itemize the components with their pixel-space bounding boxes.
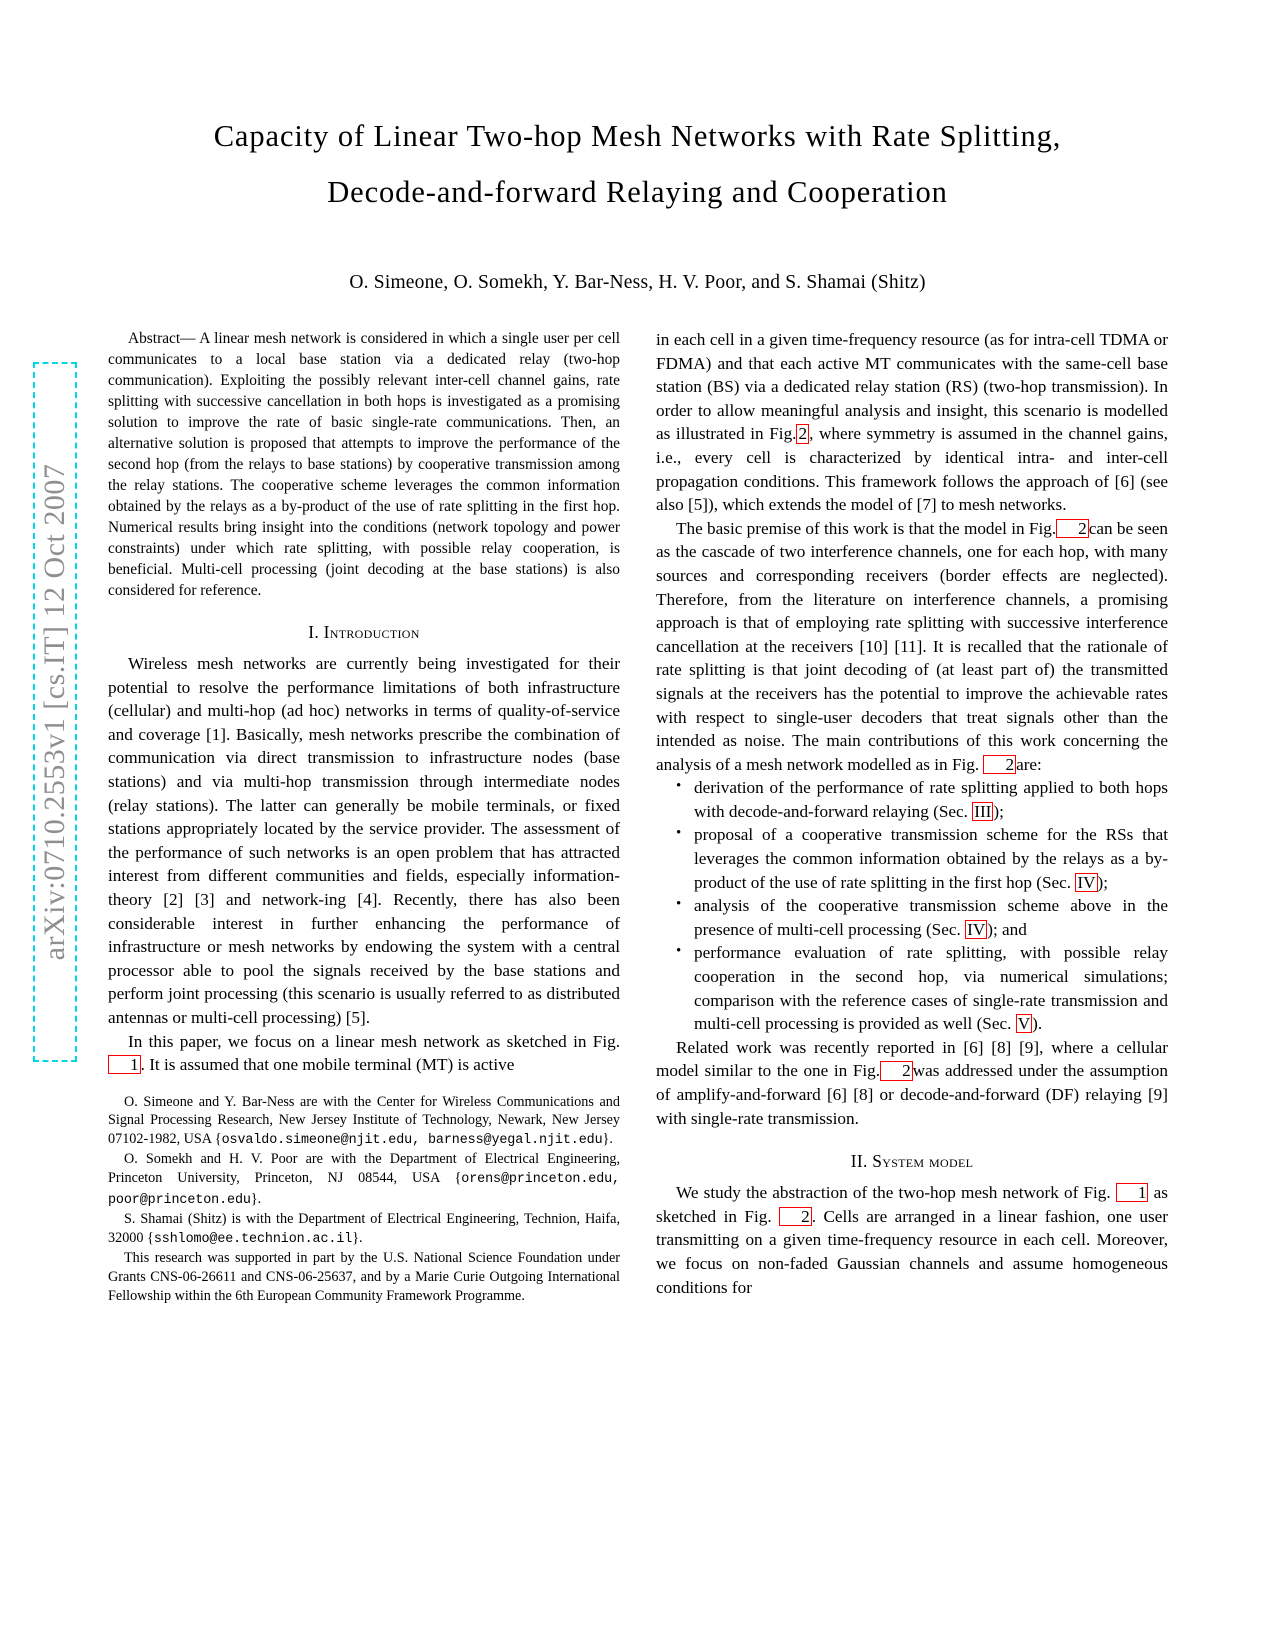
section-ref-link-iii[interactable]: III — [974, 801, 992, 821]
contribution-3-text-b: ); and — [987, 919, 1027, 939]
list-item — [694, 894, 1168, 941]
intro-p4-part-c: are: — [1016, 754, 1042, 774]
abstract-text: A linear mesh network is considered in which a single user per cell communicates to a local base station via a dedicated relay (two-hop communication). Exploiting the possibly relevant inter-cell channel gains, rate splitting with successive cancellation in both hops is investigated as a promising solution to improve the rate of basic single-rate communications. Then, an alternative solution is proposed that attempts to improve the performance of the second hop (from the relays to base stations) by cooperative transmission among the relay stations. The cooperative scheme leverages the common information obtained by the relays as a by-product of the use of rate splitting in the first hop. Numerical results bring insight into the conditions (network topology and power constraints) under which rate splitting, with possible relay cooperation, is beneficial. Multi-cell processing (joint decoding at the base stations) is also considered for reference. — [108, 330, 620, 599]
contribution-2-text-b: ); — [1097, 872, 1109, 892]
section-ref-link-iv-b[interactable]: IV — [967, 919, 986, 939]
title-block — [110, 108, 1165, 294]
title-line-1: Capacity of Linear Two-hop Mesh Networks with Rate Splitting, — [213, 119, 1062, 153]
figure-ref-link-1[interactable]: 1 — [108, 1055, 141, 1074]
figure-ref-link-5[interactable]: 2 — [880, 1061, 913, 1080]
contributions-list — [656, 776, 1168, 1036]
section-name: Introduction — [323, 622, 420, 642]
arxiv-stamp-text: arXiv:0710.2553v1 [cs.IT] 12 Oct 2007 — [38, 463, 71, 961]
contribution-1-text-a: derivation of the performance of rate splitting applied to both hops with decode-and-forward relaying (Sec. — [694, 778, 1168, 821]
section-name: System model — [872, 1151, 974, 1172]
section-ref-link-v[interactable]: V — [1017, 1014, 1031, 1034]
intro-p3-part-b: , where symmetry is assumed in the channel gains, i.e., every cell is characterized by identical intra- and inter-cell propagation conditions. This framework follows the approach of [6] (see also [5]), which extends the model of [7] to mesh networks. — [656, 424, 1168, 515]
left-column — [108, 328, 620, 1518]
figure-ref-link-3[interactable]: 2 — [1056, 519, 1089, 538]
abstract-paragraph — [108, 328, 620, 601]
footnote-3-text-a: S. Shamai (Shitz) is with the Department of Electrical Engineering, Technion, Haifa, 32000 { — [108, 1211, 620, 1246]
footnote-block — [108, 1093, 620, 1306]
figure-ref-link-6[interactable]: 1 — [1116, 1183, 1149, 1202]
page-title — [110, 108, 1165, 220]
footnote-funding: This research was supported in part by the U.S. National Science Foundation under Grants CNS-06-26611 and CNS-06-25637, and by a Marie Curie Outgoing International Fellowship within the 6th European Community Framework Programme. — [108, 1250, 620, 1304]
abstract-label: Abstract— — [128, 330, 196, 347]
footnote-1-emails: osvaldo.simeone@njit.edu, barness@yegal.njit.edu — [221, 1132, 603, 1148]
footnote-2-text-b: }. — [250, 1190, 262, 1207]
footnote-2-emails: orens@princeton.edu, poor@princeton.edu — [108, 1172, 620, 1208]
intro-paragraph-1: Wireless mesh networks are currently being investigated for their potential to resolve the performance limitations of both infrastructure (cellular) and multi-hop (ad hoc) networks in terms of quality-of-service and coverage [1]. Basically, mesh networks prescribe the combination of communication via direct transmission to infrastructure nodes (base stations) and via multi-hop transmission through intermediate nodes (relay stations). The latter can generally be mobile terminals, or fixed stations appropriately located by the service provider. The assessment of the performance of such networks is an open problem that has attracted interest from different communities and fields, especially information-theory [2] [3] and network-ing [4]. Recently, there has also been considerable interest in further enhancing the performance of infrastructure or mesh networks by endowing the system with a central processor able to pool the signals received by the base stations and perform joint processing (this scenario is usually referred to as distributed antennas or multi-cell processing) [5]. — [108, 654, 620, 1027]
section-heading-introduction — [108, 622, 620, 643]
footnote-3-emails: sshlomo@ee.technion.ac.il — [153, 1231, 353, 1247]
section-ref-link-iv-a[interactable]: IV — [1077, 872, 1096, 892]
footnote-3-text-b: }. — [352, 1229, 363, 1246]
footnote-1-text-b: }. — [602, 1130, 613, 1147]
contribution-1-text-b: ); — [993, 801, 1004, 821]
figure-ref-link-2[interactable]: 2 — [798, 424, 808, 444]
system-model-text-a: We study the abstraction of the two-hop mesh network of Fig. — [676, 1183, 1111, 1203]
footnote-affiliation-technion — [108, 1210, 620, 1249]
system-model-text-b: as sketched in Fig. — [656, 1183, 1168, 1226]
right-column — [656, 328, 1168, 1518]
intro-p4-part-b: can be seen as the cascade of two interference channels, one for each hop, with many sources and corresponding receivers (border effects are neglected). Therefore, from the literature on interference channels, a promising approach is that of employing rate splitting with successive interference cancellation at the receivers [10] [11]. It is recalled that the rationale of rate splitting is that joint decoding of (at least part of) the transmitted signals at the receivers has the potential to improve the achievable rates with respect to single-user decoders that treat signals other than the intended as noise. The main contributions of this work concerning the analysis of a mesh network modelled as in Fig. — [656, 518, 1168, 774]
intro-paragraph-3 — [656, 328, 1168, 517]
footnote-affiliation-princeton — [108, 1150, 620, 1210]
contribution-4-text-a: performance evaluation of rate splitting, with possible relay cooperation in the second hop, via numerical simulations; comparison with the reference cases of single-rate transmission and multi-cell processing is provided as well (Sec. — [694, 943, 1168, 1034]
footnote-affiliation-njit — [108, 1093, 620, 1151]
intro-p2-part-a: In this paper, we focus on a linear mesh network as sketched in Fig. — [128, 1031, 620, 1051]
related-work-text-b: was addressed under the assumption of amplify-and-forward [6] [8] or decode-and-forward (DF) relaying [9] with single-rate transmission. — [656, 1061, 1168, 1128]
system-model-text-c: . Cells are arranged in a linear fashion, one user transmitting on a given time-frequency resource in each cell. Moreover, we focus on non-faded Gaussian channels and assume homogeneous conditions for — [656, 1206, 1168, 1297]
list-item — [694, 941, 1168, 1035]
list-item — [694, 823, 1168, 894]
footnote-1-text-a: O. Simeone and Y. Bar-Ness are with the Center for Wireless Communications and Signal Processing Research, New Jersey Institute of Technology, Newark, New Jersey 07102-1982, USA { — [108, 1093, 620, 1147]
section-number: I. — [308, 622, 320, 642]
related-work-paragraph — [656, 1036, 1168, 1130]
intro-p4-part-a: The basic premise of this work is that the model in Fig. — [676, 518, 1057, 538]
contribution-2-text-a: proposal of a cooperative transmission scheme for the RSs that leverages the common information obtained by the relays as a by-product of the use of rate splitting in the first hop (Sec. — [694, 825, 1168, 892]
contribution-3-text-a: analysis of the cooperative transmission scheme above in the presence of multi-cell processing (Sec. — [694, 896, 1168, 939]
two-column-body — [108, 328, 1168, 1518]
intro-paragraph-2 — [108, 1030, 620, 1077]
section-heading-system-model — [656, 1151, 1168, 1172]
system-model-paragraph — [656, 1181, 1168, 1299]
related-work-text-a: Related work was recently reported in [6] [8] [9], where a cellular model similar to the one in Fig. — [656, 1037, 1168, 1081]
intro-paragraph-4 — [656, 517, 1168, 777]
contribution-4-text-b: ). — [1032, 1014, 1043, 1034]
title-line-2: Decode-and-forward Relaying and Cooperation — [327, 175, 948, 209]
list-item — [694, 776, 1168, 823]
author-list: O. Simeone, O. Somekh, Y. Bar-Ness, H. V. Poor, and S. Shamai (Shitz) — [349, 272, 926, 293]
section-number: II. — [850, 1151, 868, 1172]
figure-ref-link-4[interactable]: 2 — [983, 755, 1016, 774]
footnote-2-text-a: O. Somekh and H. V. Poor are with the Department of Electrical Engineering, Princeton University, Princeton, NJ 08544, USA { — [108, 1151, 620, 1187]
figure-ref-link-7[interactable]: 2 — [779, 1207, 812, 1226]
intro-p2-part-b: . It is assumed that one mobile terminal (MT) is active — [140, 1055, 515, 1075]
intro-p3-part-a: in each cell in a given time-frequency resource (as for intra-cell TDMA or FDMA) and that each active MT communicates with the same-cell base station (BS) via a dedicated relay station (RS) (two-hop transmission). In order to allow meaningful analysis and insight, this scenario is modelled as illustrated in Fig. — [656, 330, 1168, 444]
